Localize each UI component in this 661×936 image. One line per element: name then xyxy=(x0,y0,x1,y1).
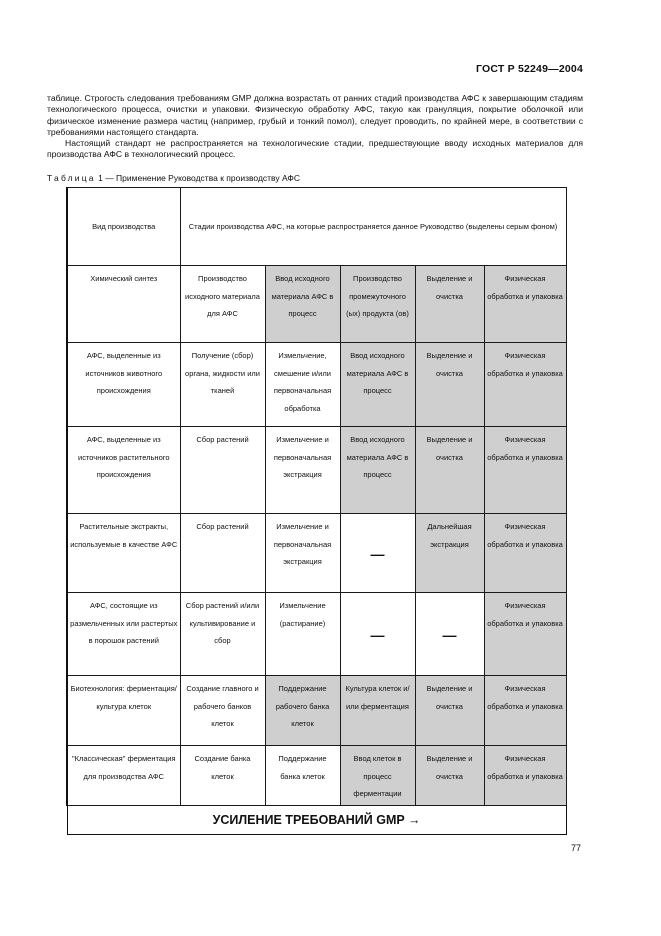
table-cell: Измельчение и первоначальная экстракция xyxy=(265,514,340,593)
intro-text xyxy=(47,93,583,161)
table-cell: Ввод исходного материала АФС в процесс xyxy=(265,266,340,343)
table-cell: Физическая обработка и упаковка xyxy=(484,746,566,806)
page-number: 77 xyxy=(570,843,581,853)
table-cell: АФС, выделенные из источников животного происхождения xyxy=(67,343,180,427)
table-cell: Поддержание рабочего банка клеток xyxy=(265,676,340,746)
table-cell: Сбор растений xyxy=(180,427,265,514)
standard-header: ГОСТ Р 52249—2004 xyxy=(475,63,583,75)
table-cell: Химический синтез xyxy=(67,266,180,343)
header-production-stages: Стадии производства АФС, на которые распространяется данное Руководство (выделены серым фоном) xyxy=(180,188,566,266)
table-cell: Получение (сбор) органа, жидкости или тканей xyxy=(180,343,265,427)
table-cell: АФС, выделенные из источников растительного происхождения xyxy=(67,427,180,514)
table-cell-dash: — xyxy=(340,514,415,593)
table-row xyxy=(67,676,566,746)
table-row xyxy=(67,427,566,514)
table-cell: АФС, состоящие из размельченных или растертых в порошок растений xyxy=(67,593,180,676)
table-footer-row xyxy=(67,805,566,834)
table-cell: Физическая обработка и упаковка xyxy=(484,427,566,514)
table-row xyxy=(67,266,566,343)
table-cell: Физическая обработка и упаковка xyxy=(484,514,566,593)
table-cell: Измельчение (растирание) xyxy=(265,593,340,676)
table-cell: Создание главного и рабочего банков клеток xyxy=(180,676,265,746)
table-row xyxy=(67,746,566,806)
table-cell: Выделение и очистка xyxy=(415,427,484,514)
table-cell: Физическая обработка и упаковка xyxy=(484,676,566,746)
intro-paragraph-2: Настоящий стандарт не распространяется на технологические стадии, предшествующие вводу исходных материалов для производства АФС в технологический процесс. xyxy=(47,138,583,160)
table-header-row xyxy=(67,188,566,266)
table-cell: Биотехнология: ферментация/культура клеток xyxy=(67,676,180,746)
gmp-increase-banner: УСИЛЕНИЕ ТРЕБОВАНИЙ GMP → xyxy=(67,805,566,834)
table-cell: Сбор растений xyxy=(180,514,265,593)
table-caption xyxy=(47,173,300,183)
table-cell: Выделение и очистка xyxy=(415,343,484,427)
table-row xyxy=(67,514,566,593)
table-cell: Ввод клеток в процесс ферментации xyxy=(340,746,415,806)
table-cell: "Классическая" ферментация для производства АФС xyxy=(67,746,180,806)
table-cell: Физическая обработка и упаковка xyxy=(484,266,566,343)
table-cell: Растительные экстракты, используемые в качестве АФС xyxy=(67,514,180,593)
table-cell: Производство исходного материала для АФС xyxy=(180,266,265,343)
table-cell: Ввод исходного материала АФС в процесс xyxy=(340,427,415,514)
table-cell: Поддержание банка клеток xyxy=(265,746,340,806)
table-row xyxy=(67,593,566,676)
table-cell: Сбор растений и/или культивирование и сбор xyxy=(180,593,265,676)
table-cell: Ввод исходного материала АФС в процесс xyxy=(340,343,415,427)
table-cell: Измельчение, смешение и/или первоначальная обработка xyxy=(265,343,340,427)
table-cell: Измельчение и первоначальная экстракция xyxy=(265,427,340,514)
table-cell: Культура клеток и/или ферментация xyxy=(340,676,415,746)
table-cell: Выделение и очистка xyxy=(415,266,484,343)
table-caption-text: 1 — Применение Руководства к производству АФС xyxy=(98,173,300,183)
table-cell: Выделение и очистка xyxy=(415,676,484,746)
table-row xyxy=(67,343,566,427)
table-cell: Дальнейшая экстракция xyxy=(415,514,484,593)
table-cell: Физическая обработка и упаковка xyxy=(484,343,566,427)
table-cell-dash: — xyxy=(340,593,415,676)
gmp-application-table xyxy=(66,187,567,835)
table-cell: Физическая обработка и упаковка xyxy=(484,593,566,676)
table-cell: Выделение и очистка xyxy=(415,746,484,806)
table-caption-label: Таблица xyxy=(47,173,96,183)
intro-paragraph-1: таблице. Строгость следования требованиям GMP должна возрастать от ранних стадий производства АФС к завершающим стадиям технологического процесса, очистки и упаковки. Физическую обработку АФС, такую как грануляция, покрытие оболочкой или физическое изменение размера частиц (например, грубый и тонкий помол), следует проводить, по крайней мере, в соответствии с требованиями настоящего стандарта. xyxy=(47,93,583,137)
table-cell: Создание банка клеток xyxy=(180,746,265,806)
table-cell: Производство промежуточного (ых) продукта (ов) xyxy=(340,266,415,343)
header-production-type: Вид производства xyxy=(67,188,180,266)
table-cell-dash: — xyxy=(415,593,484,676)
